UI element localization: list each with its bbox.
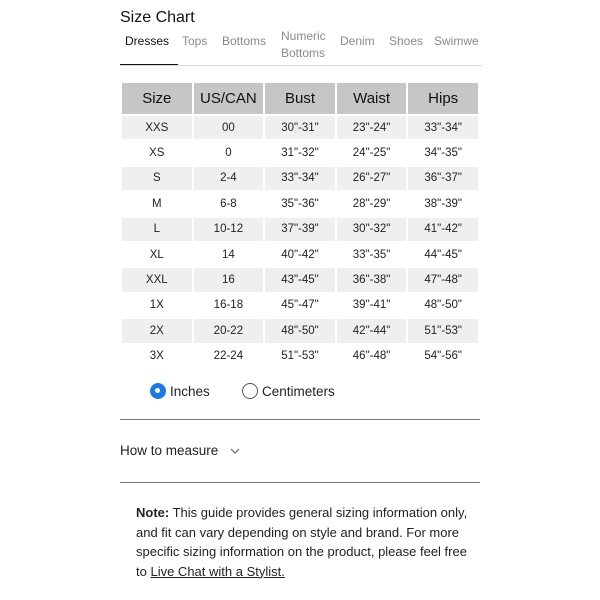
cell-us-can: 22-24 [194, 345, 264, 368]
cell-us-can: 2-4 [194, 167, 264, 190]
category-tabs [120, 30, 482, 66]
cell-waist: 36"-38" [337, 268, 407, 291]
cell-bust: 31"-32" [265, 141, 335, 164]
cell-hips: 34"-35" [408, 141, 478, 164]
cell-bust: 51"-53" [265, 345, 335, 368]
table-row [122, 345, 478, 368]
cell-size: 2X [122, 319, 192, 342]
cell-waist: 33"-35" [337, 243, 407, 266]
centimeters-radio[interactable] [242, 383, 335, 399]
tab-tops[interactable]: Tops [182, 34, 208, 48]
cell-us-can: 20-22 [194, 319, 264, 342]
cell-size: 3X [122, 345, 192, 368]
radio-checked-icon[interactable] [150, 383, 166, 399]
cell-hips: 48"-50" [408, 294, 478, 317]
radio-unchecked-icon[interactable] [242, 383, 258, 399]
active-tab-underline [120, 64, 178, 66]
header-us-can: US/CAN [194, 83, 264, 114]
live-chat-link[interactable]: Live Chat with a Stylist. [150, 563, 285, 579]
cell-hips: 44"-45" [408, 243, 478, 266]
table-row [122, 167, 478, 190]
table-row [122, 116, 478, 139]
table-row [122, 268, 478, 291]
header-waist: Waist [337, 83, 407, 114]
tab-bottoms[interactable]: Bottoms [222, 34, 267, 48]
cell-waist: 24"-25" [337, 141, 407, 164]
cell-waist: 23"-24" [337, 116, 407, 139]
tab-denim[interactable]: Denim [340, 34, 375, 48]
cell-hips: 47"-48" [408, 268, 478, 291]
how-to-measure-toggle[interactable] [120, 443, 240, 458]
note-body: This guide provides general sizing information only, and fit can vary depending on style and brand. For more specific sizing information on the product, please feel free to [136, 505, 468, 579]
cell-size: M [122, 192, 192, 215]
tab-numeric-bottoms-line1: Numeric [281, 30, 326, 43]
cell-bust: 30"-31" [265, 116, 335, 139]
cell-waist: 30"-32" [337, 218, 407, 241]
sizing-note [136, 503, 476, 581]
cell-hips: 54"-56" [408, 345, 478, 368]
table-row [122, 192, 478, 215]
cell-hips: 38"-39" [408, 192, 478, 215]
centimeters-label: Centimeters [262, 383, 335, 399]
cell-hips: 51"-53" [408, 319, 478, 342]
inches-radio[interactable] [150, 383, 210, 399]
table-row [122, 243, 478, 266]
cell-us-can: 00 [194, 116, 264, 139]
cell-bust: 45"-47" [265, 294, 335, 317]
tab-shoes[interactable]: Shoes [389, 34, 424, 48]
cell-bust: 33"-34" [265, 167, 335, 190]
divider [120, 482, 480, 483]
header-hips: Hips [408, 83, 478, 114]
cell-size: S [122, 167, 192, 190]
size-chart-title: Size Chart [120, 9, 195, 26]
header-size: Size [122, 83, 192, 114]
cell-bust: 40"-42" [265, 243, 335, 266]
table-row [122, 319, 478, 342]
size-table [120, 81, 480, 370]
cell-waist: 39"-41" [337, 294, 407, 317]
cell-bust: 43"-45" [265, 268, 335, 291]
cell-us-can: 10-12 [194, 218, 264, 241]
table-header-row [122, 83, 478, 114]
cell-waist: 42"-44" [337, 319, 407, 342]
cell-us-can: 16-18 [194, 294, 264, 317]
cell-size: 1X [122, 294, 192, 317]
cell-size: XL [122, 243, 192, 266]
inches-label: Inches [170, 383, 210, 399]
cell-size: L [122, 218, 192, 241]
cell-us-can: 14 [194, 243, 264, 266]
cell-bust: 48"-50" [265, 319, 335, 342]
cell-bust: 35"-36" [265, 192, 335, 215]
cell-waist: 26"-27" [337, 167, 407, 190]
cell-waist: 46"-48" [337, 345, 407, 368]
cell-size: XXS [122, 116, 192, 139]
cell-hips: 36"-37" [408, 167, 478, 190]
cell-us-can: 0 [194, 141, 264, 164]
cell-hips: 41"-42" [408, 218, 478, 241]
table-row [122, 141, 478, 164]
how-to-measure-label: How to measure [120, 443, 219, 458]
tab-numeric-bottoms[interactable] [281, 30, 326, 62]
note-prefix: Note: [136, 505, 170, 520]
table-row [122, 294, 478, 317]
divider [120, 419, 480, 420]
cell-us-can: 16 [194, 268, 264, 291]
cell-waist: 28"-29" [337, 192, 407, 215]
chevron-down-icon [230, 446, 240, 456]
table-row [122, 218, 478, 241]
cell-hips: 33"-34" [408, 116, 478, 139]
cell-bust: 37"-39" [265, 218, 335, 241]
cell-size: XXL [122, 268, 192, 291]
cell-size: XS [122, 141, 192, 164]
tab-swimwear[interactable]: Swimwe [434, 34, 479, 48]
cell-us-can: 6-8 [194, 192, 264, 215]
tab-dresses[interactable]: Dresses [125, 34, 170, 48]
tab-numeric-bottoms-line2: Bottoms [281, 46, 326, 60]
header-bust: Bust [265, 83, 335, 114]
